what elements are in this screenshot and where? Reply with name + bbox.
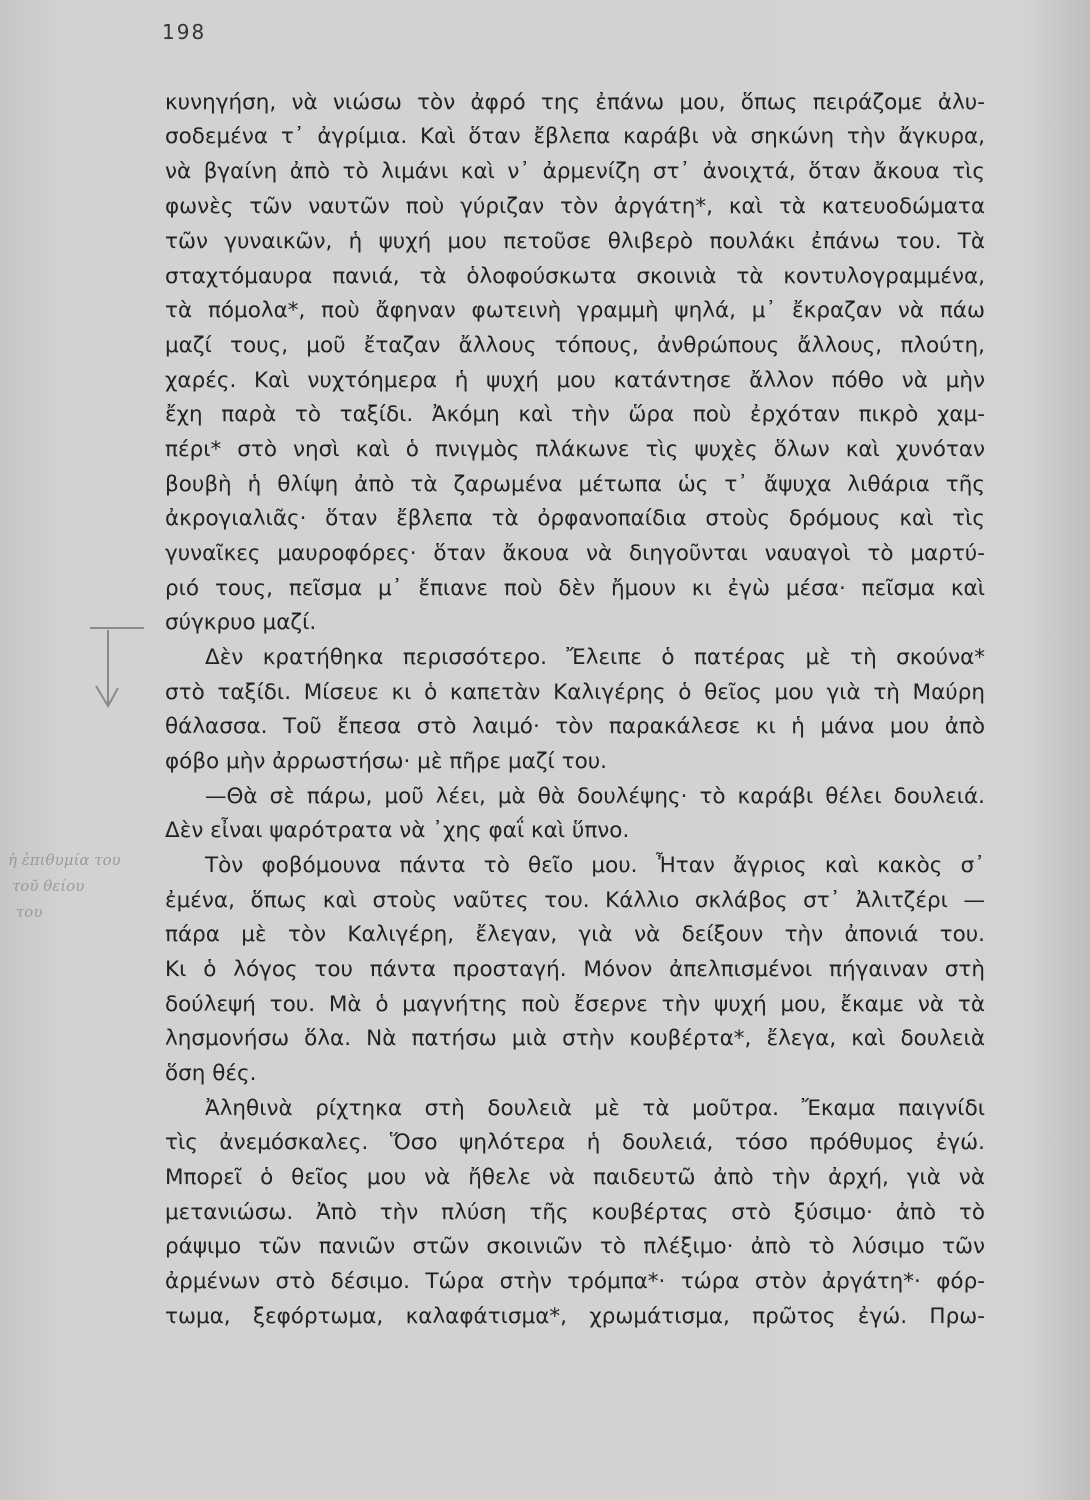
text-line: πάρα μὲ τὸν Καλιγέρη, ἔλεγαν, γιὰ νὰ δείξουν τὴν ἀπονιά του. [165, 922, 985, 947]
text-line: μαζί τους, μοῦ ἔταζαν ἄλλους τόπους, ἀνθρώπους ἄλλους, πλούτη, [165, 333, 985, 358]
text-line: τὶς ἀνεμόσκαλες. Ὅσο ψηλότερα ἡ δουλειά, τόσο πρόθυμος ἐγώ. [165, 1130, 985, 1155]
text-line: Δὲν κρατήθηκα περισσότερο. Ἔλειπε ὁ πατέρας μὲ τὴ σκούνα* [205, 645, 985, 670]
text-line: σύγκρυο μαζί. [165, 610, 317, 635]
text-line: βουβὴ ἡ θλίψη ἀπὸ τὰ ζαρωμένα μέτωπα ὡς τ᾽ ἄψυχα λιθάρια τῆς [165, 472, 985, 497]
margin-note-line: ἡ ἐπιθυμία του [8, 851, 121, 869]
text-line: γυναῖκες μαυροφόρες· ὅταν ἄκουα νὰ διηγοῦνται ναυαγοὶ τὸ μαρτύ- [165, 541, 985, 566]
text-line: ἔχη παρὰ τὸ ταξίδι. Ἀκόμη καὶ τὴν ὥρα ποὺ ἐρχόταν πικρὸ χαμ- [165, 402, 985, 427]
text-line: νὰ βγαίνη ἀπὸ τὸ λιμάνι καὶ ν᾽ ἀρμενίζη στ᾽ ἀνοιχτά, ὅταν ἄκουα τὶς [165, 159, 985, 184]
pencil-margin-note [0, 850, 150, 950]
text-line: χαρές. Καὶ νυχτόημερα ἡ ψυχή μου κατάντησε ἄλλον πόθο νὰ μὴν [165, 368, 985, 393]
text-line: φωνὲς τῶν ναυτῶν ποὺ γύριζαν τὸν ἀργάτη*, καὶ τὰ κατευοδώματα [165, 194, 985, 219]
text-line: σοδεμένα τ᾽ ἀγρίμια. Καὶ ὅταν ἔβλεπα καράβι νὰ σηκώνη τὴν ἄγκυρα, [165, 124, 985, 149]
text-line: Ἀληθινὰ ρίχτηκα στὴ δουλειὰ μὲ τὰ μοῦτρα. Ἔκαμα παιγνίδι [205, 1096, 985, 1121]
text-line: τῶν γυναικῶν, ἡ ψυχή μου πετοῦσε θλιβερὸ πουλάκι ἐπάνω του. Τὰ [165, 229, 985, 254]
text-line: Μπορεῖ ὁ θεῖος μου νὰ ἤθελε νὰ παιδευτῶ ἀπὸ τὴν ἀρχή, γιὰ νὰ [165, 1165, 985, 1190]
text-line: Δὲν εἶναι ψαρότρατα νὰ ᾽χης φαΐ καὶ ὕπνο. [165, 818, 630, 843]
text-line: τὰ πόμολα*, ποὺ ἄφηναν φωτεινὴ γραμμὴ ψηλά, μ᾽ ἔκραζαν νὰ πάω [165, 298, 985, 323]
text-line: στὸ ταξίδι. Μίσευε κι ὁ καπετὰν Καλιγέρης ὁ θεῖος μου γιὰ τὴ Μαύρη [165, 680, 985, 705]
text-line: μετανιώσω. Ἀπὸ τὴν πλύση τῆς κουβέρτας στὸ ξύσιμο· ἀπὸ τὸ [165, 1200, 985, 1225]
text-line: ριό τους, πεῖσμα μ᾽ ἔπιανε ποὺ δὲν ἤμουν κι ἐγὼ μέσα· πεῖσμα καὶ [165, 576, 985, 601]
margin-note-line: του [16, 903, 43, 921]
text-line: πέρι* στὸ νησὶ καὶ ὁ πνιγμὸς πλάκωνε τὶς ψυχὲς ὅλων καὶ χυνόταν [165, 437, 985, 462]
text-line: ἀρμένων στὸ δέσιμο. Τώρα στὴν τρόμπα*· τώρα στὸν ἀργάτη*· φόρ- [165, 1269, 985, 1294]
text-line: φόβο μὴν ἀρρωστήσω· μὲ πῆρε μαζί του. [165, 749, 607, 774]
text-line: δούλεψή του. Μὰ ὁ μαγνήτης ποὺ ἔσερνε τὴν ψυχή μου, ἔκαμε νὰ τὰ [165, 992, 985, 1017]
text-line: λησμονήσω ὅλα. Νὰ πατήσω μιὰ στὴν κουβέρτα*, ἔλεγα, καὶ δουλειὰ [165, 1026, 985, 1051]
text-line: Κι ὁ λόγος του πάντα προσταγή. Μόνον ἀπελπισμένοι πήγαιναν στὴ [165, 957, 985, 982]
text-line: Τὸν φοβόμουνα πάντα τὸ θεῖο μου. Ἦταν ἄγριος καὶ κακὸς σ᾽ [205, 853, 985, 878]
text-line: τωμα, ξεφόρτωμα, καλαφάτισμα*, χρωμάτισμα, πρῶτος ἐγώ. Πρω- [165, 1304, 985, 1329]
margin-note-line: τοῦ θείου [12, 877, 85, 895]
page-number: 198 [162, 20, 207, 44]
text-line: ράψιμο τῶν πανιῶν στῶν σκοινιῶν τὸ πλέξιμο· ἀπὸ τὸ λύσιμο τῶν [165, 1234, 985, 1259]
text-line: σταχτόμαυρα πανιά, τὰ ὁλοφούσκωτα σκοινιὰ τὰ κοντυλογραμμένα, [165, 264, 985, 289]
text-line: κυνηγήση, νὰ νιώσω τὸν ἀφρό της ἐπάνω μου, ὅπως πειράζομε ἀλυ- [165, 90, 985, 115]
text-line: θάλασσα. Τοῦ ἔπεσα στὸ λαιμό· τὸν παρακάλεσε κι ἡ μάνα μου ἀπὸ [165, 714, 985, 739]
text-line: ὅση θές. [165, 1061, 257, 1086]
pencil-arrow-icon [88, 622, 148, 712]
text-line: ἐμένα, ὅπως καὶ στοὺς ναῦτες του. Κάλλιο σκλάβος στ᾽ Ἀλιτζέρι — [165, 888, 985, 913]
text-line: —Θὰ σὲ πάρω, μοῦ λέει, μὰ θὰ δουλέψης· τὸ καράβι θέλει δουλειά. [205, 784, 985, 809]
text-line: ἀκρογιαλιᾶς· ὅταν ἔβλεπα τὰ ὀρφανοπαίδια στοὺς δρόμους καὶ τὶς [165, 506, 985, 531]
